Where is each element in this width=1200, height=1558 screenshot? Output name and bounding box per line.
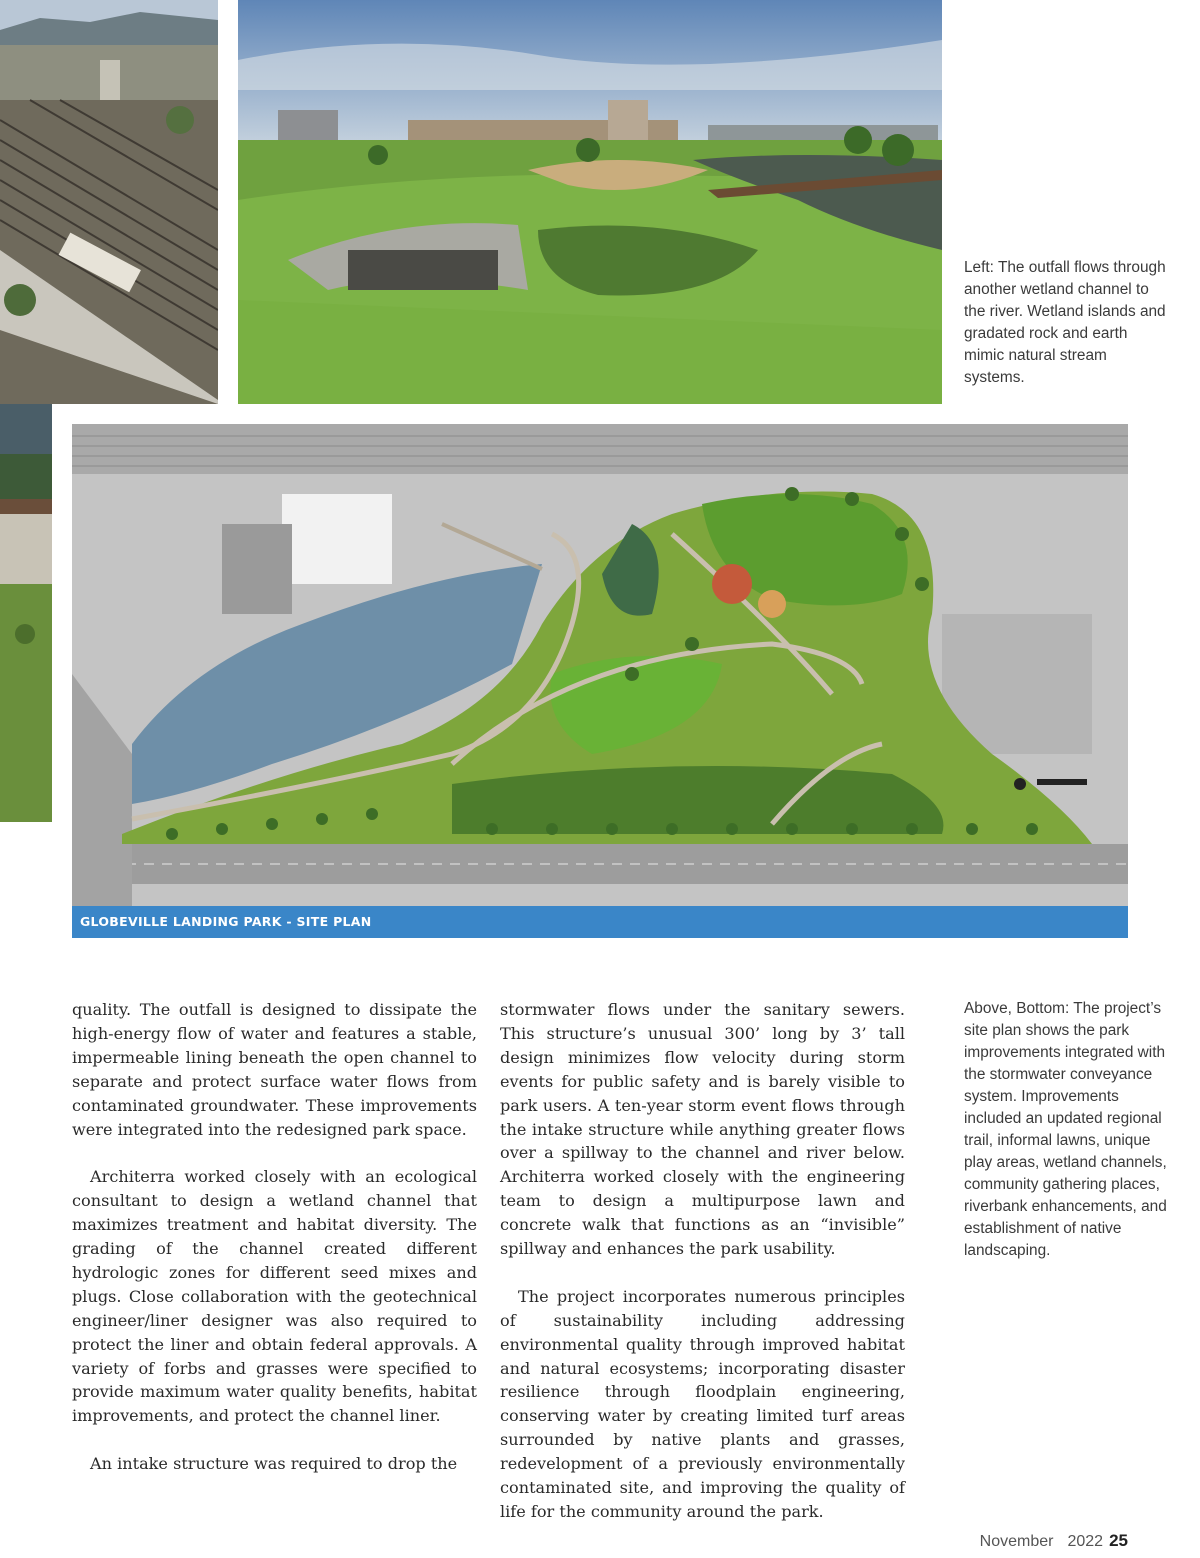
paragraph: stormwater flows under the sanitary sewers. This structure’s unusual 300’ long by 3’ tall design minimizes flow velocity during storm events for public safety and is barely visible to park users. A ten-year storm event flows through the intake structure while anything greater flows over a spillway to the channel and river below. Architerra worked closely with the engineering team to design a multipurpose lawn and concrete walk that functions as an “invisible” spillway and enhances the park usability. — [500, 1000, 905, 1259]
wetland-channel-photo — [238, 0, 942, 404]
article-column-1 — [72, 998, 477, 1476]
site-plan-title-bar — [72, 906, 1128, 938]
paragraph: An intake structure was required to drop the — [90, 1454, 458, 1474]
site-plan-caption: Above, Bottom: The project’s site plan shows the park improvements integrated with the stormwater conveyance system. Improvements included an updated regional trail, informal lawns, unique play areas, wetland channels, community gathering places, riverbank enhancements, and establishment of native landscaping. — [964, 1000, 1167, 1259]
issue-year: 2022 — [1067, 1533, 1104, 1550]
photo-caption: Left: The outfall flows through another wetland channel to the river. Wetland islands and gradated rock and earth mimic natural stream systems. — [964, 259, 1166, 386]
paragraph: Architerra worked closely with an ecological consultant to design a wetland channel that maximizes treatment and habitat diversity. The grading of the channel created different hydrologic zones for different seed mixes and plugs. Close collaboration with the geotechnical engineer/liner designer was also required to protect the liner and obtain federal approvals. A variety of forbs and grasses were specified to provide maximum water quality benefits, habitat improvements, and protect the channel liner. — [72, 1167, 477, 1426]
issue-month: November — [979, 1533, 1054, 1550]
article-column-2 — [500, 998, 905, 1524]
rail-yard-photo — [0, 0, 218, 404]
site-plan-map — [72, 424, 1128, 906]
site-plan-figure — [72, 424, 1128, 938]
page-number: 25 — [1109, 1531, 1128, 1550]
paragraph: quality. The outfall is designed to dissipate the high-energy flow of water and features a stable, impermeable lining beneath the open channel to separate and protect surface water flows from contaminated groundwater. These improvements were integrated into the redesigned park space. — [72, 1000, 477, 1139]
page-footer — [980, 1531, 1128, 1551]
site-plan-title: GLOBEVILLE LANDING PARK - SITE PLAN — [80, 914, 372, 929]
paragraph: The project incorporates numerous principles of sustainability including addressing environmental quality through improved habitat and natural ecosystems; incorporating disaster resilience through floodplain engineering, conserving water by creating limited turf areas surrounded by native plants and grasses, redevelopment of a previously environmentally contaminated site, and improving the quality of life for the community around the park. — [500, 1286, 905, 1522]
riverbank-photo — [0, 404, 52, 822]
